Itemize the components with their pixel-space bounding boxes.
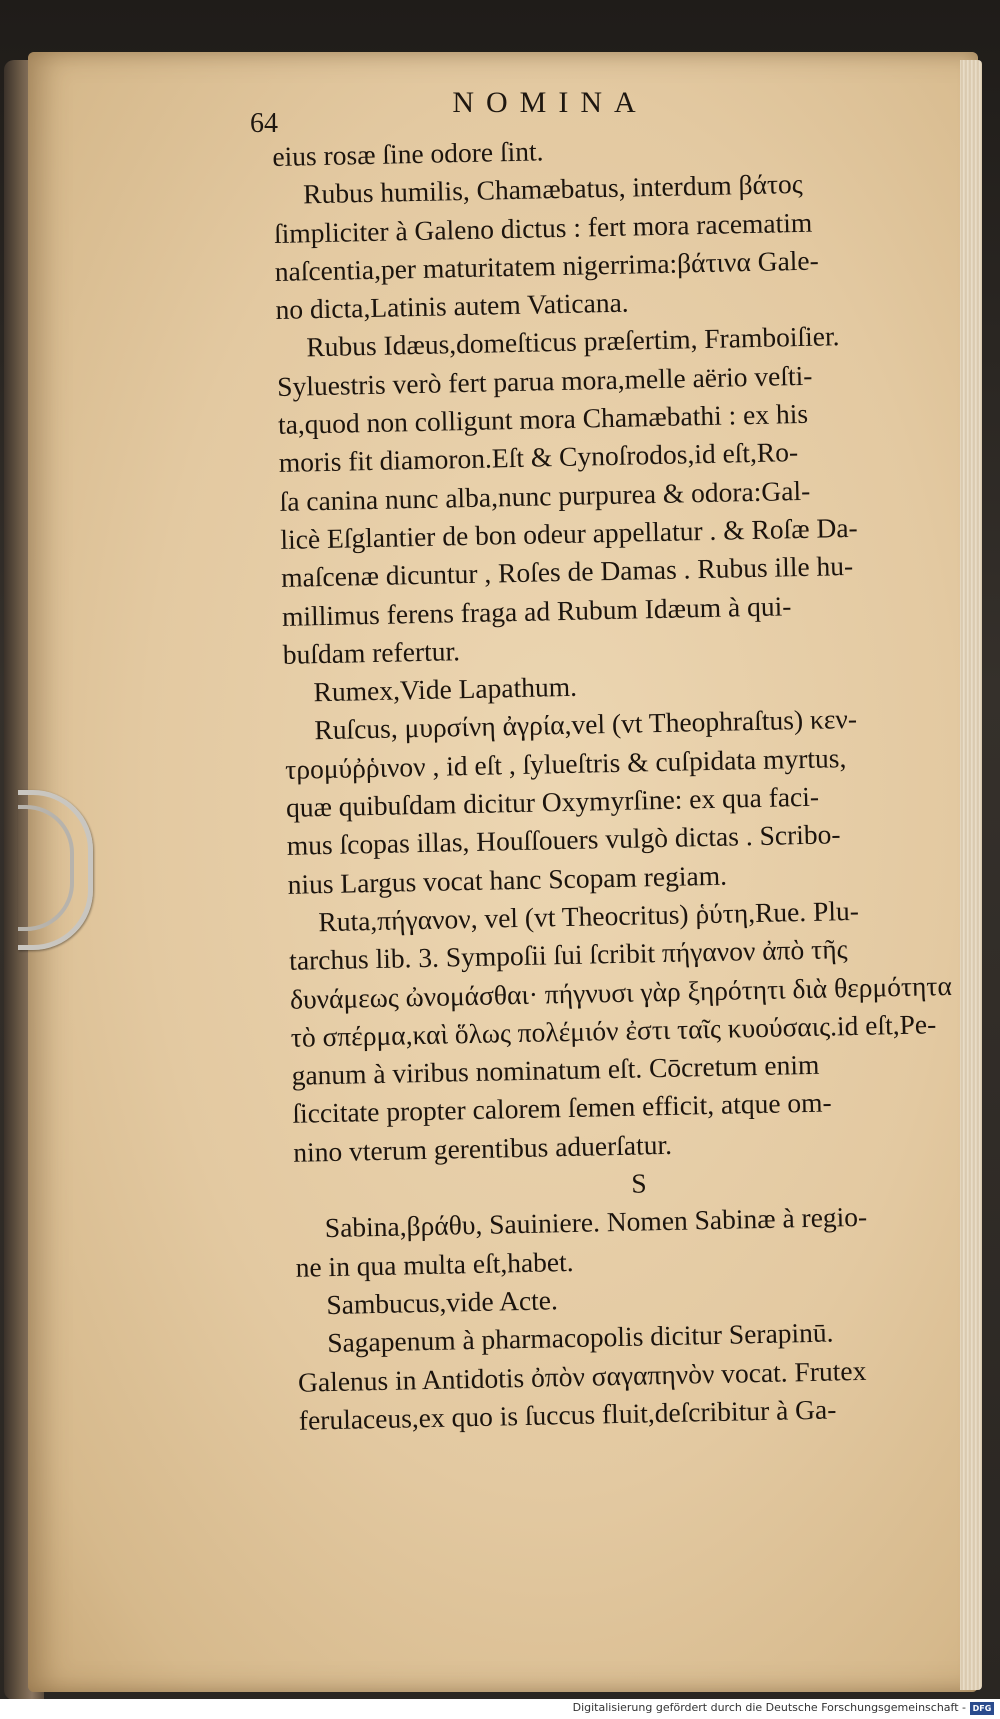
text-line: Rubus Idæus,domeſticus præſertim, Framboiſier. <box>306 320 840 363</box>
entries-s <box>294 1196 969 1440</box>
text-line: τὸ σπέρμα,καὶ ὅλως πολέμιόν ἐστι ταῖς κυούσαις.id eſt,Pe- <box>290 1008 937 1053</box>
text-line: naſcentia,per maturitatem nigerrima:βάτινα Gale- <box>274 244 820 287</box>
entries-r <box>272 124 964 1172</box>
text-line: moris fit diamoron.Eſt & Cynoſrodos,id eſt,Ro- <box>278 436 799 479</box>
text-line: Rubus humilis, Chamæbatus, interdum βάτος <box>302 168 803 210</box>
text-line: Sagapenum à pharmacopolis dicitur Serapinū. <box>326 1316 834 1359</box>
text-line: quæ quibuſdam dicitur Oxymyrſine: ex qua faci- <box>285 780 820 823</box>
text-line: τρομύῤῥινον , id eſt , ſylueſtris & cuſpidata myrtus, <box>284 741 847 785</box>
section-letter: S <box>630 1167 647 1199</box>
text-line: millimus ferens fraga ad Rubum Idæum à qui- <box>281 589 792 632</box>
dfg-logo: DFG <box>970 1702 994 1715</box>
text-line: ſiccitate propter calorem ſemen efficit, atque om- <box>292 1086 832 1130</box>
text-line: tarchus lib. 3. Sympoſii ſui ſcribit πήγανον ἀπὸ τῆς <box>288 933 848 977</box>
page-fore-edge <box>960 60 982 1690</box>
text-line: Galenus in Antidotis ὀπὸν σαγαπηνὸν vocat. Frutex <box>297 1354 867 1398</box>
text-line: eius rosæ ſine odore ſint. <box>272 135 544 172</box>
text-line: no dicta,Latinis autem Vaticana. <box>275 286 629 326</box>
text-line: ganum à viribus nominatum eſt. Cōcretum enim <box>291 1048 820 1091</box>
text-line: Syluestris verò fert parua mora,melle aërio veſti- <box>276 359 813 402</box>
running-title: NOMINA <box>452 86 648 119</box>
text-line: maſcenæ dicuntur , Roſes de Damas . Rubus ille hu- <box>280 550 854 594</box>
text-line: ſimpliciter à Galeno dictus : fert mora racematim <box>273 206 813 249</box>
text-line: Sambucus,vide Acte. <box>326 1284 559 1321</box>
text-line: ferulaceus,ex quo is ſuccus fluit,deſcribitur à Ga- <box>298 1393 837 1436</box>
text-line: licè Eſglantier de bon odeur appellatur . & Roſæ Da- <box>280 511 858 555</box>
text-block <box>272 124 969 1440</box>
text-line: ſa canina nunc alba,nunc purpurea & odora:Gal- <box>279 474 811 517</box>
text-line: Sabina,βράθυ, Sauiniere. Nomen Sabinæ à regio- <box>324 1201 868 1244</box>
page-number: 64 <box>250 108 278 139</box>
text-line: δυνάμεως ὠνομάσθαι· πήγνυσι γὰρ ξηρότητι διὰ θερμότητα <box>289 969 953 1015</box>
text-line: Rumex,Vide Lapathum. <box>313 670 578 708</box>
text-line: ne in qua multa eſt,habet. <box>295 1245 574 1283</box>
text-line: nius Largus vocat hanc Scopam regiam. <box>287 859 728 900</box>
text-line: mus ſcopas illas, Houſſouers vulgò dictas . Scribo- <box>286 818 841 862</box>
text-line: Ruſcus, μυρσίνη ἀγρία,vel (vt Theophraſtus) κεν- <box>314 703 858 746</box>
text-line: Ruta,πήγανον, vel (vt Theocritus) ῥύτη,Rue. Plu- <box>318 894 860 938</box>
text-line: buſdam refertur. <box>282 635 461 670</box>
text-line: nino vterum gerentibus aduerſatur. <box>292 1128 673 1168</box>
footer-credit: Digitalisierung gefördert durch die Deutsche Forschungsgemeinschaft - <box>572 1701 966 1714</box>
text-line: ta,quod non colligunt mora Chamæbathi : ex his <box>277 397 809 441</box>
